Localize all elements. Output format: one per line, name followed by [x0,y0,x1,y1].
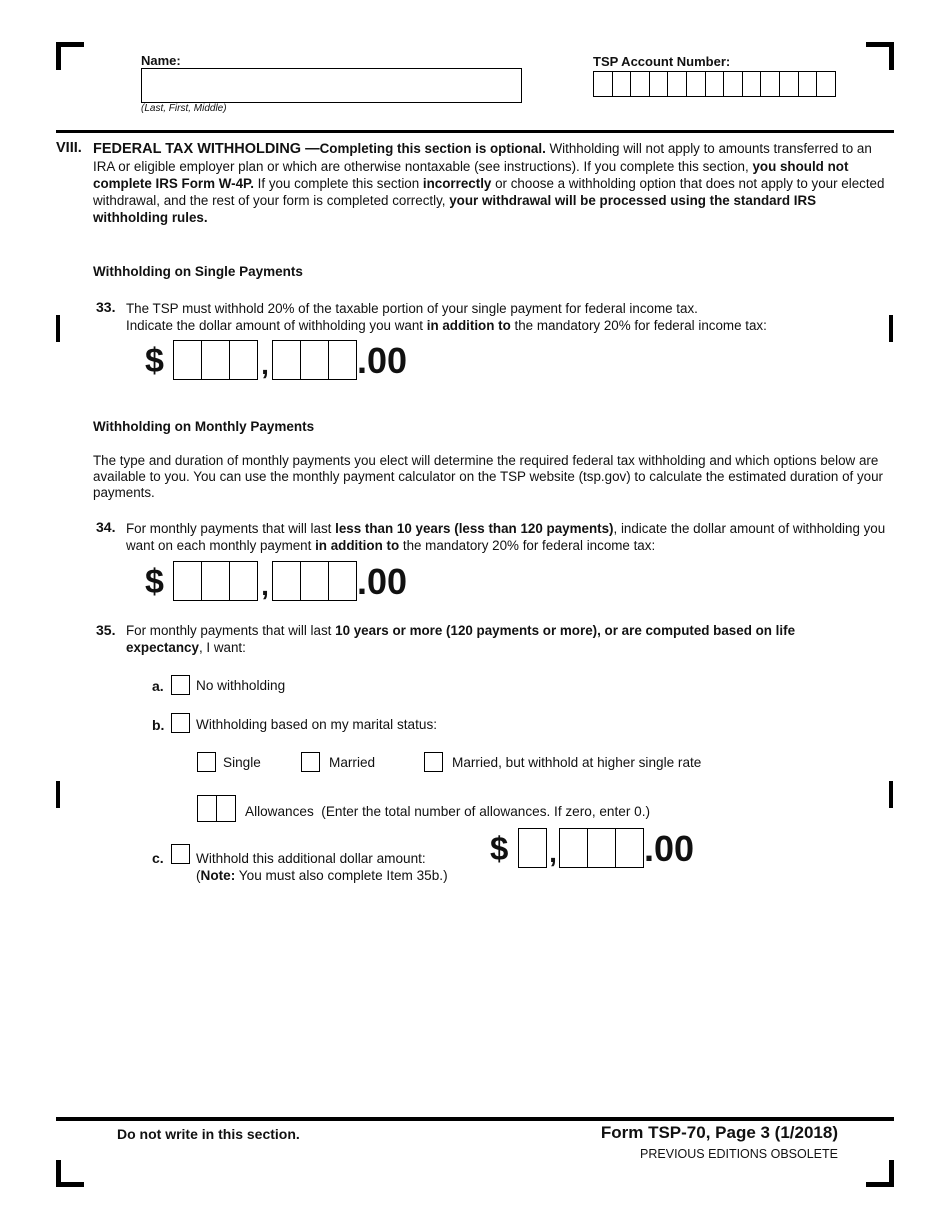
item-35-number: 35. [96,622,116,638]
previous-editions-note: PREVIOUS EDITIONS OBSOLETE [640,1147,838,1161]
dollar-sign: $ [145,342,164,380]
section-title: FEDERAL TAX WITHHOLDING — [93,141,320,157]
monthly-payments-heading: Withholding on Monthly Payments [93,419,315,434]
section-intro-1: Withholding will not apply to amounts transferred to an IRA or eligible employer plan or which are otherwise nontaxable (see instructions). If you complete this section, [93,141,872,174]
section-intro [93,140,893,226]
account-digit-cell[interactable] [760,71,780,97]
section-top-rule [56,130,894,133]
item-34-thousands-input[interactable] [173,561,258,601]
section-intro-3: or choose a withholding option that does not apply to your elected withdrawal, and the rest of your form is completed correctly, [93,176,885,208]
single-checkbox[interactable] [197,752,216,772]
account-number-input[interactable] [593,71,836,97]
side-tick-left-2 [56,781,60,808]
married-checkbox[interactable] [301,752,320,772]
item-33-hundreds-input[interactable] [272,340,357,380]
comma: , [549,837,557,868]
item-33-number: 33. [96,299,116,315]
cents-label: .00 [357,340,408,381]
account-digit-cell[interactable] [686,71,706,97]
section-intro-bold-3: your withdrawal will be processed using the standard IRS withholding rules. [93,193,817,225]
account-digit-cell[interactable] [667,71,687,97]
side-tick-right-1 [889,315,893,342]
option-a-checkbox[interactable] [171,675,190,695]
form-number: Form TSP-70, Page 3 (1/2018) [600,1123,838,1142]
option-b-letter: b. [152,717,165,733]
corner-mark-bottom-left-v [56,1160,61,1187]
account-label: TSP Account Number: [593,54,731,69]
option-c-letter: c. [152,850,164,866]
dollar-sign: $ [145,563,164,601]
side-tick-left-1 [56,315,60,342]
monthly-intro: The type and duration of monthly payments you elect will determine the required federal tax withholding and which options below are available to you. You can use the monthly payment calculator on the TSP website (tsp.gov) to calculate the estimated duration of your payments. [93,453,884,500]
comma: , [261,349,269,380]
option-c-label [196,850,448,884]
item-33-line2: Indicate the dollar amount of withholding you want in addition to the mandatory 20% for federal income tax: [126,318,767,333]
do-not-write-note: Do not write in this section. [117,1126,300,1142]
name-input[interactable] [141,68,522,103]
section-intro-bold-1: you should not complete IRS Form W-4P. [93,159,849,191]
allowances-label: Allowances (Enter the total number of allowances. If zero, enter 0.) [245,804,650,819]
account-digit-cell[interactable] [723,71,743,97]
option-c-note: (Note: You must also complete Item 35b.) [196,868,448,883]
allowances-input[interactable] [197,795,236,822]
single-payments-heading: Withholding on Single Payments [93,264,303,279]
corner-mark-top-right-v [889,42,894,70]
married-higher-rate-label: Married, but withhold at higher single rate [452,755,702,770]
single-label: Single [223,755,261,770]
item-33-amount [145,340,407,380]
option-c-checkbox[interactable] [171,844,190,864]
item-33-thousands-input[interactable] [173,340,258,380]
account-digit-cell[interactable] [649,71,669,97]
cents-label: .00 [357,561,408,602]
item-33-text [126,300,886,334]
option-b-checkbox[interactable] [171,713,190,733]
option-a-label: No withholding [196,678,286,693]
option-b-label: Withholding based on my marital status: [196,717,438,732]
account-digit-cell[interactable] [742,71,762,97]
section-intro-bold-2: incorrectly [422,176,492,191]
account-digit-cell[interactable] [779,71,799,97]
section-roman: VIII. [56,140,82,156]
option-c-thousands-input[interactable] [518,828,547,868]
account-digit-cell[interactable] [612,71,632,97]
corner-mark-top-left-v [56,42,61,70]
cents-label: .00 [644,828,695,869]
item-35-text: For monthly payments that will last 10 years or more (120 payments or more), or are computed based on life expectancy, I want: [126,623,796,655]
account-digit-cell[interactable] [816,71,836,97]
item-34-amount [145,561,407,601]
side-tick-right-2 [889,781,893,808]
account-digit-cell[interactable] [630,71,650,97]
footer-rule [56,1117,894,1121]
account-digit-cell[interactable] [705,71,725,97]
comma: , [261,570,269,601]
option-a-letter: a. [152,678,164,694]
item-34-number: 34. [96,519,116,535]
married-higher-rate-checkbox[interactable] [424,752,443,772]
item-34-text: For monthly payments that will last less than 10 years (less than 120 payments), indicate the dollar amount of withholding you want on each monthly payment in addition to the mandatory 20% for federal income tax: [126,521,886,553]
item-34-hundreds-input[interactable] [272,561,357,601]
option-c-text: Withhold this additional dollar amount: [196,851,426,866]
name-hint: (Last, First, Middle) [141,103,227,114]
option-c-amount [490,828,694,868]
dollar-sign: $ [490,830,509,867]
corner-mark-bottom-right-v [889,1160,894,1187]
married-label: Married [329,755,376,770]
name-label: Name: [141,53,181,68]
option-c-hundreds-input[interactable] [559,828,644,868]
section-intro-2: If you complete this section [253,176,423,191]
account-digit-cell[interactable] [593,71,613,97]
section-optional: Completing this section is optional. [319,141,546,156]
account-digit-cell[interactable] [798,71,818,97]
item-33-line1: The TSP must withhold 20% of the taxable portion of your single payment for federal income tax. [126,301,698,316]
